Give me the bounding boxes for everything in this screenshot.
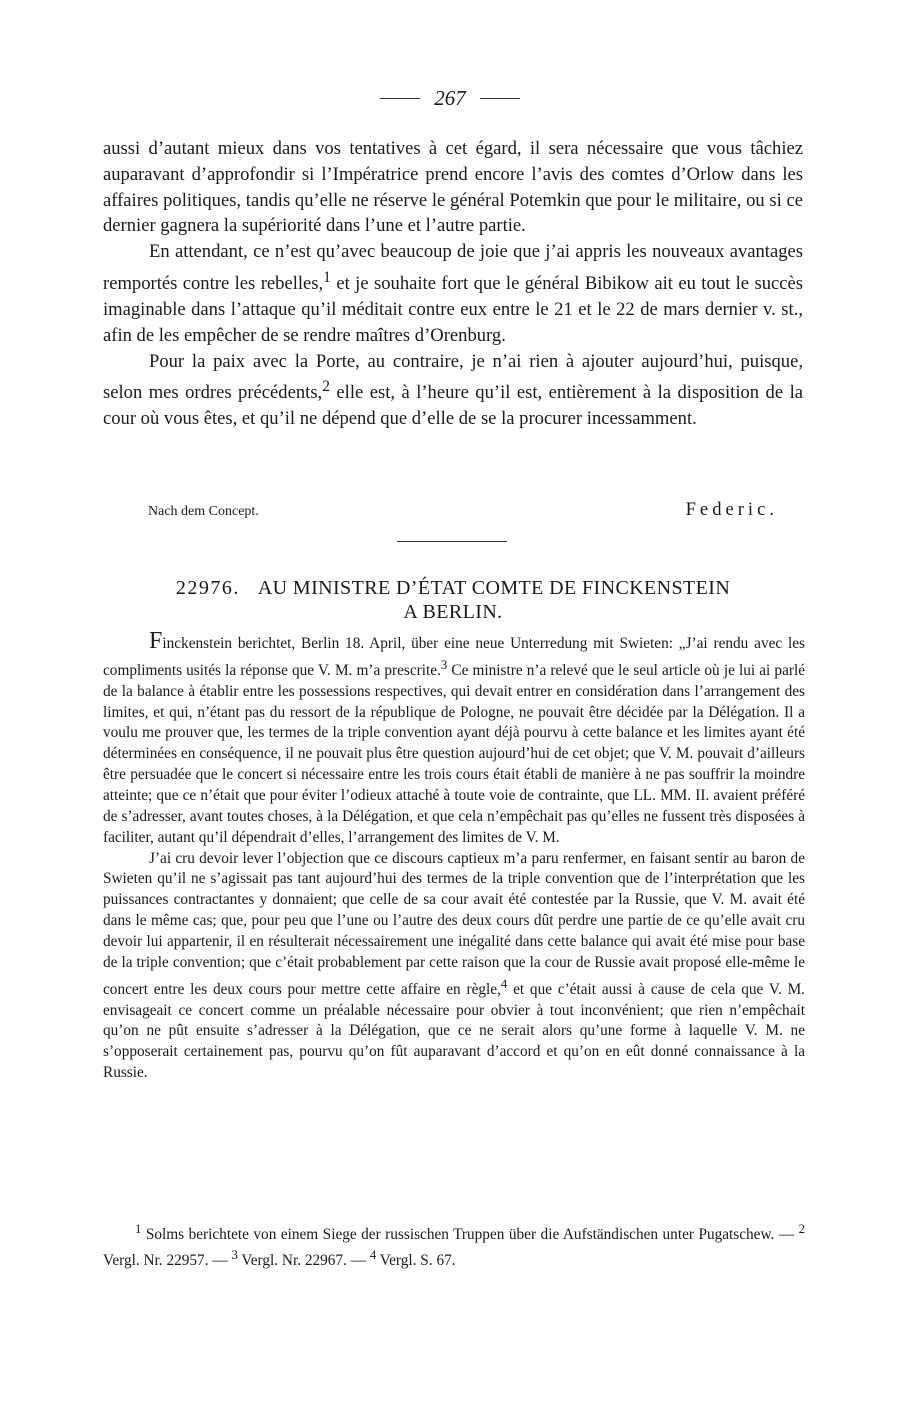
footnotes	[103, 1219, 805, 1271]
footnote-ref: 2	[322, 378, 330, 396]
paragraph: En attendant, ce n’est qu’avec beaucoup de joie que j’ai appris les nouveaux avantages remportés contre les rebelles,$^1$ et je souhaite fort que le général Bibikow ait eu tout le succès imaginable dans l’attaque qu’il méditait contre eux entre le 21 et le 22 de mars dernier v. st., afin de les empêcher de se rendre maîtres d’Orenburg.	[103, 241, 803, 346]
header-rule-left	[380, 98, 420, 99]
paragraph: aussi d’autant mieux dans vos tentatives à cet égard, il sera nécessaire que vous tâchiez auparavant d’approfondir si l’Impératrice prend encore l’avis des comtes d’Orlow dans les affaires politiques, tandis qu’elle ne réserve le général Potemkin que pour le militaire, ou si ce dernier gagnera la supériorité dans l’une et l’autre partie.	[103, 138, 803, 237]
footnote-ref: 3	[440, 657, 448, 672]
running-header	[0, 86, 900, 111]
footnote-text: $^1$ Solms berichtete von einem Siege der russischen Truppen über die Aufständischen unter Pugatschew. — $^2$ Vergl. Nr. 22957. — $^3$ Vergl. Nr. 22967. — $^4$ Vergl. S. 67.	[103, 1222, 805, 1270]
paragraph: Finckenstein berichtet, Berlin 18. April, über eine neue Unterredung mit Swieten: „J’ai rendu avec les compliments usités la réponse que V. M. m’a prescrite.$^3$ Ce ministre n’a relevé que le seul article où je lui ai parlé de la balance à établir entre les possessions respectives, qui devait entrer en considération dans l’arrangement des limites, et qui, n’étant pas du ressort de la république de Pologne, ne pouvait être décidée par la Délégation. Il a voulu me prouver que, les termes de la triple convention ayant déjà pourvu à cette balance et les limites ayant été déterminées en conséquence, il ne pouvait plus être question aujourd’hui de cet objet; que V. M. pouvait d’ailleurs être persuadée que le concert si nécessaire entre les trois cours était établi de manière à ne pas souffrir la moindre atteinte; que ce n’était que pour éviter l’odieux attaché à toute voie de contrainte, que LL. MM. II. avaient préféré de s’adresser, avant toutes choses, à la Délégation, et que cela n’empêchait pas qu’elles ne fussent très disposées à faciliter, autant qu’il dépendrait d’elles, l’arrangement des limites de V. M.	[103, 628, 805, 846]
section-divider	[397, 541, 507, 542]
paragraph: Pour la paix avec la Porte, au contraire, je n’ai rien à ajouter aujourd’hui, puisque, selon mes ordres précédents,$^2$ elle est, à l’heure qu’il est, entièrement à la disposition de la cour où vous êtes, et qu’il ne dépend que d’elle de se la procurer incessamment.	[103, 350, 803, 430]
footnote-ref: 1	[323, 268, 331, 286]
footnote-ref: 4	[500, 976, 508, 991]
source-note: Nach dem Concept.	[148, 504, 259, 519]
closing-line	[148, 499, 778, 521]
addressee: AU MINISTRE D’ÉTAT COMTE DE FINCKENSTEIN	[257, 577, 731, 599]
signature: Federic.	[685, 499, 778, 520]
letter-body	[103, 628, 805, 1084]
paragraph: J’ai cru devoir lever l’objection que ce discours captieux m’a paru renfermer, en faisant sentir au baron de Swieten qu’il ne s’agissait pas tant aujourd’hui des termes de la triple convention que de l’interprétation que les puissances contractantes y donnaient; que celle de sa cour avait été contestée par la Russie, que V. M. avait été dans le même cas; que, pour peu que l’une ou l’autre des deux cours dût perdre une partie de ce qu’elle avait cru devoir lui appartenir, il en résulterait nécessairement une inégalité dans cette balance qui avait été mise pour base de la triple convention; que c’était probablement par cette raison que la cour de Russie avait proposé elle-même le concert entre les deux cours pour mettre cette affaire en règle,$^4$ et que c’était aussi à cause de cela que V. M. envisageait ce concert comme un préalable nécessaire pour obvier à tout inconvénient; que rien n’empêchait qu’on ne pût ensuite s’adresser à la Délégation, que ce ne serait alors qu’une forme à laquelle V. M. ne s’opposerait certainement pas, pourvu qu’on fût auparavant d’accord et qu’on en eût donné connaissance à la Russie.	[103, 849, 805, 1082]
page-number: 267	[434, 86, 466, 110]
header-rule-right	[480, 98, 520, 99]
initial-letter: F	[149, 628, 163, 654]
heading-line-1	[103, 576, 803, 600]
heading-line-2: A BERLIN.	[403, 601, 503, 623]
letter-heading	[103, 576, 803, 624]
letter-continuation-text	[103, 136, 803, 432]
letter-number: 22976.	[175, 577, 240, 599]
